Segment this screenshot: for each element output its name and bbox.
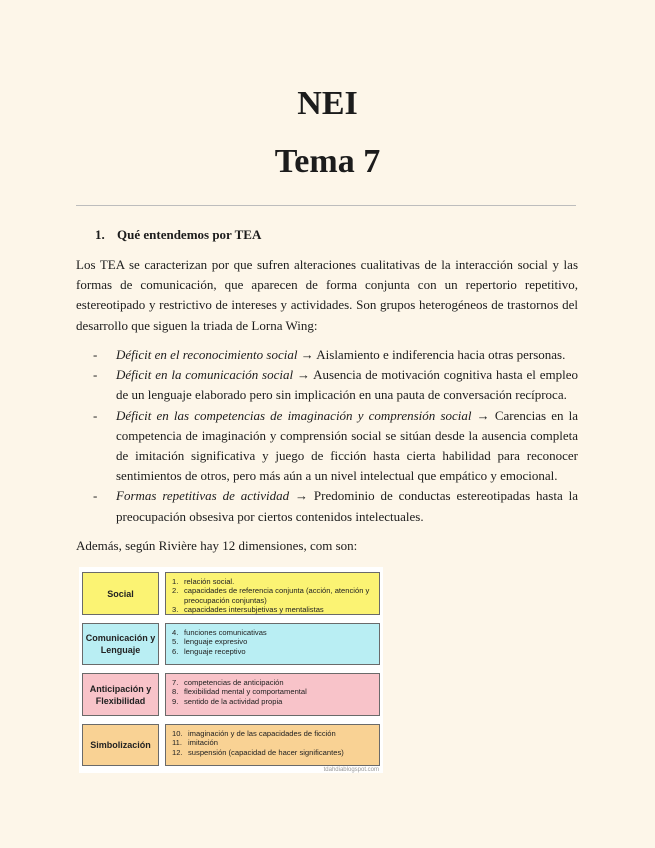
dimension-text: imitación [188,738,218,748]
dimension-text: suspensión (capacidad de hacer significantes) [188,747,344,757]
dimensions-intro: Además, según Rivière hay 12 dimensiones, com son: [76,538,358,553]
dimension-item [172,605,373,614]
category-box-anticipacion [165,673,380,716]
horizontal-divider [76,205,576,206]
dimension-number: 4. [172,628,179,637]
dimension-number: 6. [172,646,179,656]
bullet-dash: - [93,347,98,362]
triad-list [93,345,578,527]
bullet-dash: - [93,488,98,504]
list-item-term: Formas repetitivas de actividad [116,488,290,504]
dimension-item [172,647,373,656]
list-item-text: Carencias en la competencia de imaginación y comprensión social se sitúan desde la ausencia completa de imitación significativa y juego de ficción hasta cierta habilidad para reconocer sentimientos de otros, pero más aún a un nivel intelectual que empático y emocional. [116,407,579,484]
dimensions-figure [79,567,383,773]
figure-watermark: tdahdiablogspot.com [323,767,379,773]
dimension-item [172,748,373,757]
arrow-glyph: → [295,488,309,504]
dimension-item [172,586,373,605]
dimension-item [172,729,373,738]
document-subtitle: Tema 7 [274,143,381,180]
category-label-social: Social [82,572,159,615]
dimension-text: sentido de la actividad propia [184,696,283,706]
list-item-term: Déficit en la comunicación social [116,367,294,383]
dimension-text: imaginación y de las capacidades de ficción [188,729,336,738]
dimension-text: flexibilidad mental y comportamental [184,687,307,697]
dimension-number: 2. [172,586,179,596]
dimension-number: 12. [172,747,183,757]
document-title: NEI [297,85,358,122]
dimension-text: relación social. [184,577,235,586]
arrow-glyph: → [476,407,490,423]
dimension-item [172,687,373,696]
list-item-term: Déficit en el reconocimiento social [116,347,298,362]
dimension-text: capacidades intersubjetivas y mentalistas [184,605,324,615]
section-heading-text: Qué entendemos por TEA [117,227,262,242]
list-item [93,486,578,526]
dimension-number: 5. [172,637,179,647]
dimension-item [172,628,373,637]
intro-paragraph: Los TEA se caracterizan por que sufren alteraciones cualitativas de la interacción social y las formas de comunicación, que aparecen de forma conjunta con un repertorio repetitivo, estereotipado y restrictivo de intereses y actividades. Son grupos heterogéneos de trastornos del desarrollo que siguen la triada de Lorna Wing: [76,257,578,333]
dimension-number: 3. [172,605,179,615]
section-number: 1. [95,227,105,242]
dimension-text: funciones comunicativas [184,628,267,637]
list-item-text: Ausencia de motivación cognitiva hasta el empleo de un lenguaje elaborado pero sin implicación en una pauta de conversación recíproca. [116,367,579,403]
arrow-glyph: → [296,367,310,383]
list-item-text: Aislamiento e indiferencia hacia otras personas. [316,347,566,362]
list-item-text: Predominio de conductas estereotipadas hasta la preocupación obsesiva por ciertos contenidos intelectuales. [116,488,578,524]
section-heading [95,226,261,244]
category-box-comunicacion [165,623,380,665]
dimension-number: 10. [172,729,183,738]
category-box-simbolizacion [165,724,380,766]
dimension-number: 11. [172,738,182,748]
dimension-item [172,577,373,586]
list-item [93,365,578,405]
dimension-item [172,678,373,687]
arrow-glyph: → [300,347,314,362]
dimension-number: 7. [172,678,179,687]
list-item [93,406,578,487]
dimension-item [172,637,373,646]
dimension-number: 1. [172,577,179,586]
list-item-term: Déficit en las competencias de imaginación y comprensión social [116,407,472,423]
category-box-social [165,572,380,615]
dimension-text: capacidades de referencia conjunta (acción, atención y preocupación conjuntas) [184,586,370,605]
dimension-text: competencias de anticipación [184,678,284,687]
category-label-simbolizacion: Simbolización [82,724,159,766]
bullet-dash: - [93,407,98,423]
list-item [93,345,578,365]
category-label-comunicacion: Comunicación y Lenguaje [82,623,159,665]
dimension-item [172,697,373,706]
dimension-item [172,738,373,747]
category-label-anticipacion: Anticipación y Flexibilidad [82,673,159,716]
dimension-text: lenguaje receptivo [184,646,246,656]
dimension-text: lenguaje expresivo [184,637,248,647]
dimension-number: 8. [172,687,179,697]
bullet-dash: - [93,367,98,383]
dimension-number: 9. [172,696,179,706]
